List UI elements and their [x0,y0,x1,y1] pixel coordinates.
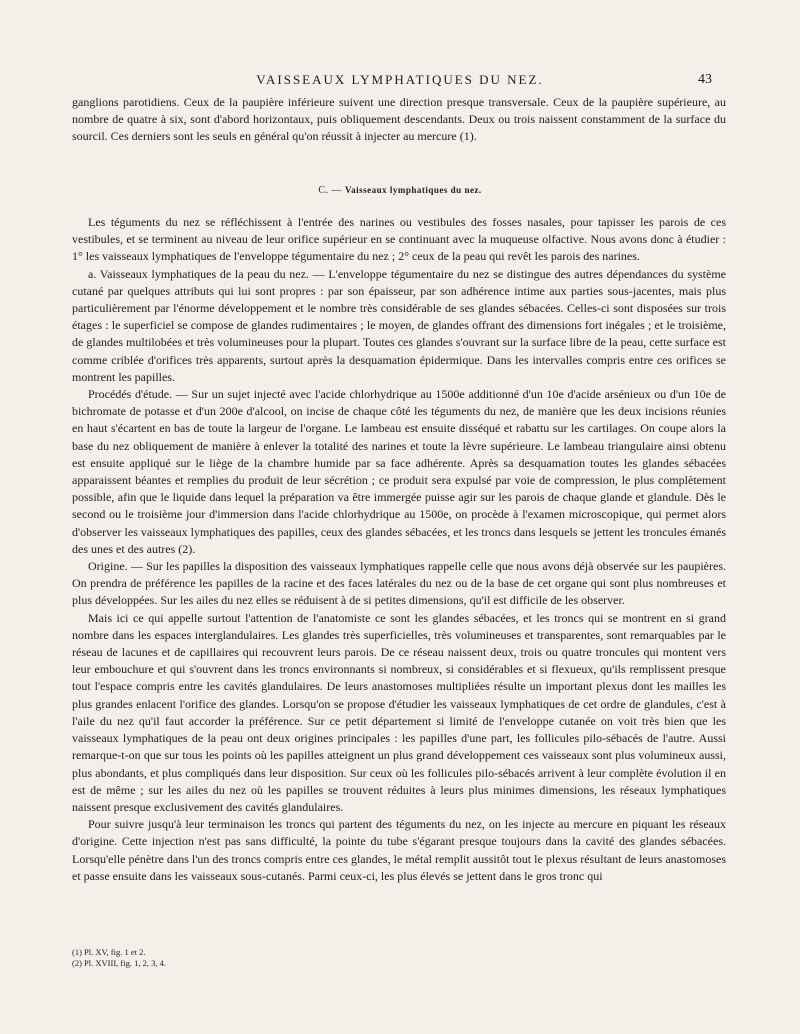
footnote-2: (2) Pl. XVIII, fig. 1, 2, 3, 4. [72,958,166,968]
page-number: 43 [698,72,712,87]
page-header [0,72,800,92]
paragraph-4: Origine. — Sur les papilles la disposition des vaisseaux lymphatiques rappelle celle que nous avons déjà observée sur les paupières. On prendra de préférence les papilles de la racine et des faces latérales du nez ou de la base de cet organe qui sont plus nombreuses et plus développées. Sur les ailes du nez elles se réduisent à de si petites dimensions, qu'il est difficile de les observer. [72,559,726,608]
intro-paragraph: ganglions parotidiens. Ceux de la paupière inférieure suivent une direction presque transversale. Ceux de la paupière supérieure, au nombre de quatre à six, sont d'abord horizontaux, puis obliquement descendants. Deux ou trois naissent constamment de la surface du sourcil. Ces derniers sont les seuls en général qu'on réussit à injecter au mercure (1). [72,95,726,144]
paragraph-5: Mais ici ce qui appelle surtout l'attention de l'anatomiste ce sont les glandes sébacées, et les troncs qui se montrent en si grand nombre dans les espaces interglandulaires. Les glandes très superficielles, très volumineuses et transparentes, sont remarquables par le réseau de lacunes et de capillaires qui recouvrent leurs parois. De ce réseau naissent deux, trois ou quatre troncules qui montent vers leur embouchure et qui s'ouvrent dans les troncs environnants si nombreux, si considérables et si flexueux, qu'ils remplissent presque tout l'espace compris entre les cavités glandulaires. De leurs anastomoses multipliées résulte un important plexus dont les mailles les plus grandes enlacent l'orifice des glandes. Lorsqu'on se propose d'étudier les vaisseaux lymphatiques de cet ordre de glandules, c'est à l'aile du nez qu'il faut accorder la préférence. Sur ce petit département si limité de l'enveloppe cutanée on voit très bien que les vaisseaux lymphatiques de la peau ont deux origines principales : les papilles d'une part, les follicules pilo-sébacés de l'autre. Aussi remarque-t-on que sur tous les points où les papilles atteignent un plus grand développement ces vaisseaux sont plus volumineux aussi, plus abondants, et plus compliqués dans leur disposition. Sur ceux où les follicules pilo-sébacés arrivent à leur complète évolution il en est de même ; sur les ailes du nez où les papilles se trouvent réduites à leurs plus minimes dimensions, les réseaux lymphatiques naissent presque exclusivement des cavités glandulaires. [72,610,726,814]
paragraph-3: Procédés d'étude. — Sur un sujet injecté avec l'acide chlorhydrique au 1500e additionné d'un 10e d'acide arsénieux ou d'un 10e de bichromate de potasse et d'un 200e d'alcool, on incise de chaque côté les téguments du nez, de manière que les deux incisions réunies en haut s'écartent en bas de toute la largeur de l'organe. Le lambeau est ensuite disséqué et rabattu sur les cartilages. On coupe alors la base du nez obliquement de manière à enlever la totalité des narines et toute la lèvre supérieure. Le lambeau triangulaire ainsi obtenu est ensuite appliqué sur le liège de la chambre humide par sa face adhérente. Après sa desquamation toutes les glandes sébacées apparaissent béantes et remplies du produit de leur sécrétion ; ce produit sera expulsé par voie de compression, le plus complètement possible, afin que le liquide dans lequel la préparation va être immergée puisse agir sur les parois de chaque glande et glandule. Dès le second ou le troisième jour d'immersion dans l'acide chlorhydrique au 1500e, on procède à l'examen microscopique, qui permet alors d'observer les vaisseaux lymphatiques des papilles, ceux des glandes sébacées, et les troncs dans lesquels se jettent les troncules émanés des unes et des autres (2). [72,387,726,556]
paragraph-1: Les téguments du nez se réfléchissent à l'entrée des narines ou vestibules des fosses nasales, pour tapisser les parois de ces vestibules, et se terminent au niveau de leur orifice supérieur en se continuant avec la muqueuse olfactive. Nous avons donc à étudier : 1° les vaisseaux lymphatiques de l'enveloppe tégumentaire du nez ; 2° ceux de la peau qui revêt les parois des narines. [72,215,726,264]
footnotes [72,947,472,969]
footnote-1: (1) Pl. XV, fig. 1 et 2. [72,947,146,957]
section-title: Vaisseaux lymphatiques du nez. [344,185,482,195]
intro-text [72,94,726,146]
running-title: VAISSEAUX LYMPHATIQUES DU NEZ. [256,72,544,87]
section-letter: C. — [318,185,342,196]
body-text [72,214,726,885]
paragraph-6: Pour suivre jusqu'à leur terminaison les troncs qui partent des téguments du nez, on les injecte au mercure en piquant les réseaux d'origine. Cette injection n'est pas sans difficulté, la pointe du tube s'égarant presque toujours dans la cavité des glandes sébacées. Lorsqu'elle pénètre dans l'un des troncs compris entre ces glandes, le métal remplit aussitôt tout le plexus résultant de leurs anastomoses et passe ensuite dans les vaisseaux sous-cutanés. Parmi ceux-ci, les plus élevés se jettent dans le gros tronc qui [72,817,726,883]
paragraph-2: a. Vaisseaux lymphatiques de la peau du nez. — L'enveloppe tégumentaire du nez se distingue des autres dépendances du système cutané par quelques attributs qui lui sont propres : par son épaisseur, par son adhérence intime aux parties sous-jacentes, mais plus particulièrement par l'énorme développement et le nombre très considérable de ses glandes sébacées. Celles-ci sont disposées sur trois étages : le superficiel se compose de glandes rudimentaires ; le moyen, de glandes offrant des dimensions fort inégales ; et le troisième, de glandes multilobées et très volumineuses pour la plupart. Toutes ces glandes s'ouvrant sur la surface libre de la peau, cette surface est comme criblée d'orifices très apparents, surtout après la desquamation épidermique. Dans les intervalles compris entre ces orifices se montrent les papilles. [72,266,726,384]
section-heading [0,185,800,196]
